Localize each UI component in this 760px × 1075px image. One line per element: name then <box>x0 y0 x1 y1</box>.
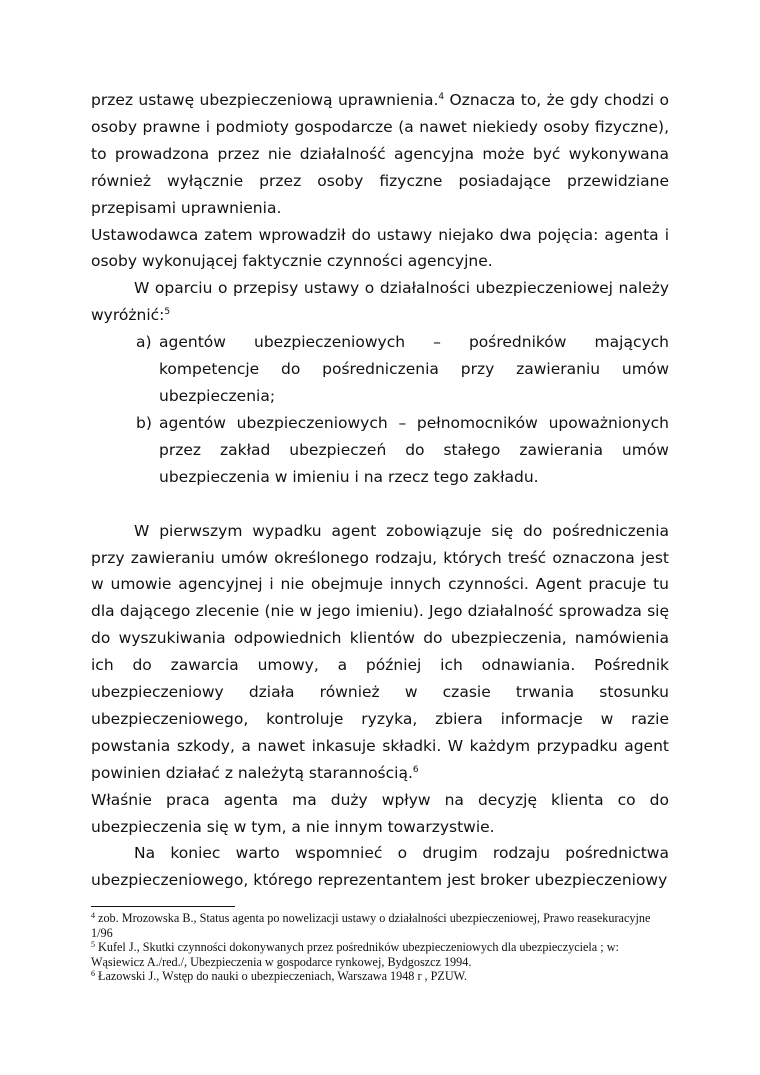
paragraph-5: Właśnie praca agenta ma duży wpływ na decyzję klienta co do ubezpieczenia się w tym, a nie innym towarzystwie. <box>91 790 669 836</box>
paragraph-1: przez ustawę ubezpieczeniową uprawnienia.$^4$ Oznacza to, że gdy chodzi o osoby prawne i podmioty gospodarcze (a nawet niekiedy osoby fizyczne), to prowadzona przez nie działalność agencyjna może być wykonywana również wyłącznie przez osoby fizyczne posiadające przewidziane przepisami uprawnienia. <box>91 91 669 217</box>
agent-types-list <box>91 329 669 490</box>
footnote-separator <box>91 906 235 907</box>
list-marker: b) <box>136 413 152 432</box>
paragraph-2: Ustawodawca zatem wprowadził do ustawy niejako dwa pojęcia: agenta i osoby wykonującej faktycznie czynności agencyjne. <box>91 225 669 271</box>
body-text <box>91 87 669 894</box>
footnote-4: $^4$ zob. Mrozowska B., Status agenta po nowelizacji ustawy o działalności ubezpieczeniowej, Prawo reasekuracyjne 1/96 <box>91 911 651 940</box>
paragraph-3: W oparciu o przepisy ustawy o działalności ubezpieczeniowej należy wyróżnić:$^5$ <box>91 279 669 325</box>
paragraph-4: W pierwszym wypadku agent zobowiązuje się do pośredniczenia przy zawieraniu umów określonego rodzaju, których treść oznaczona jest w umowie agencyjnej i nie obejmuje innych czynności. Agent pracuje tu dla dającego zlecenie (nie w jego imieniu). Jego działalność sprowadza się do wyszukiwania odpowiednich klientów do ubezpieczenia, namówienia ich do zawarcia umowy, a później ich odnawiania. Pośrednik ubezpieczeniowy działa również w czasie trwania stosunku ubezpieczeniowego, kontroluje ryzyka, zbiera informacje w razie powstania szkody, a nawet inkasuje składki. W każdym przypadku agent powinien działać z należytą starannością.$^6$ <box>91 521 669 782</box>
paragraph-gap <box>91 491 669 518</box>
list-item: a) agentów ubezpieczeniowych – pośredników mających kompetencje do pośredniczenia przy zawieraniu umów ubezpieczenia; <box>91 329 669 410</box>
footnote-ref-5: 5 <box>164 307 171 318</box>
footnote-6: $^6$ Łazowski J., Wstęp do nauki o ubezpieczeniach, Warszawa 1948 r , PZUW. <box>91 969 468 984</box>
list-item: b) agentów ubezpieczeniowych – pełnomocników upoważnionych przez zakład ubezpieczeń do stałego zawierania umów ubezpieczenia w imieniu i na rzecz tego zakładu. <box>91 410 669 491</box>
paragraph-6: Na koniec warto wspomnieć o drugim rodzaju pośrednictwa ubezpieczeniowego, którego reprezentantem jest broker ubezpieczeniowy <box>91 844 669 890</box>
footnote-5: $^5$ Kufel J., Skutki czynności dokonywanych przez pośredników ubezpieczeniowych dla ubezpieczyciela ; w: Wąsiewicz A./red./, Ubezpieczenia w gospodarce rynkowej, Bydgoszcz 1994. <box>91 940 619 969</box>
list-marker: a) <box>136 333 152 352</box>
footnote-ref-6: 6 <box>412 764 419 775</box>
footnotes <box>91 911 669 984</box>
footnote-ref-4: 4 <box>438 92 445 102</box>
